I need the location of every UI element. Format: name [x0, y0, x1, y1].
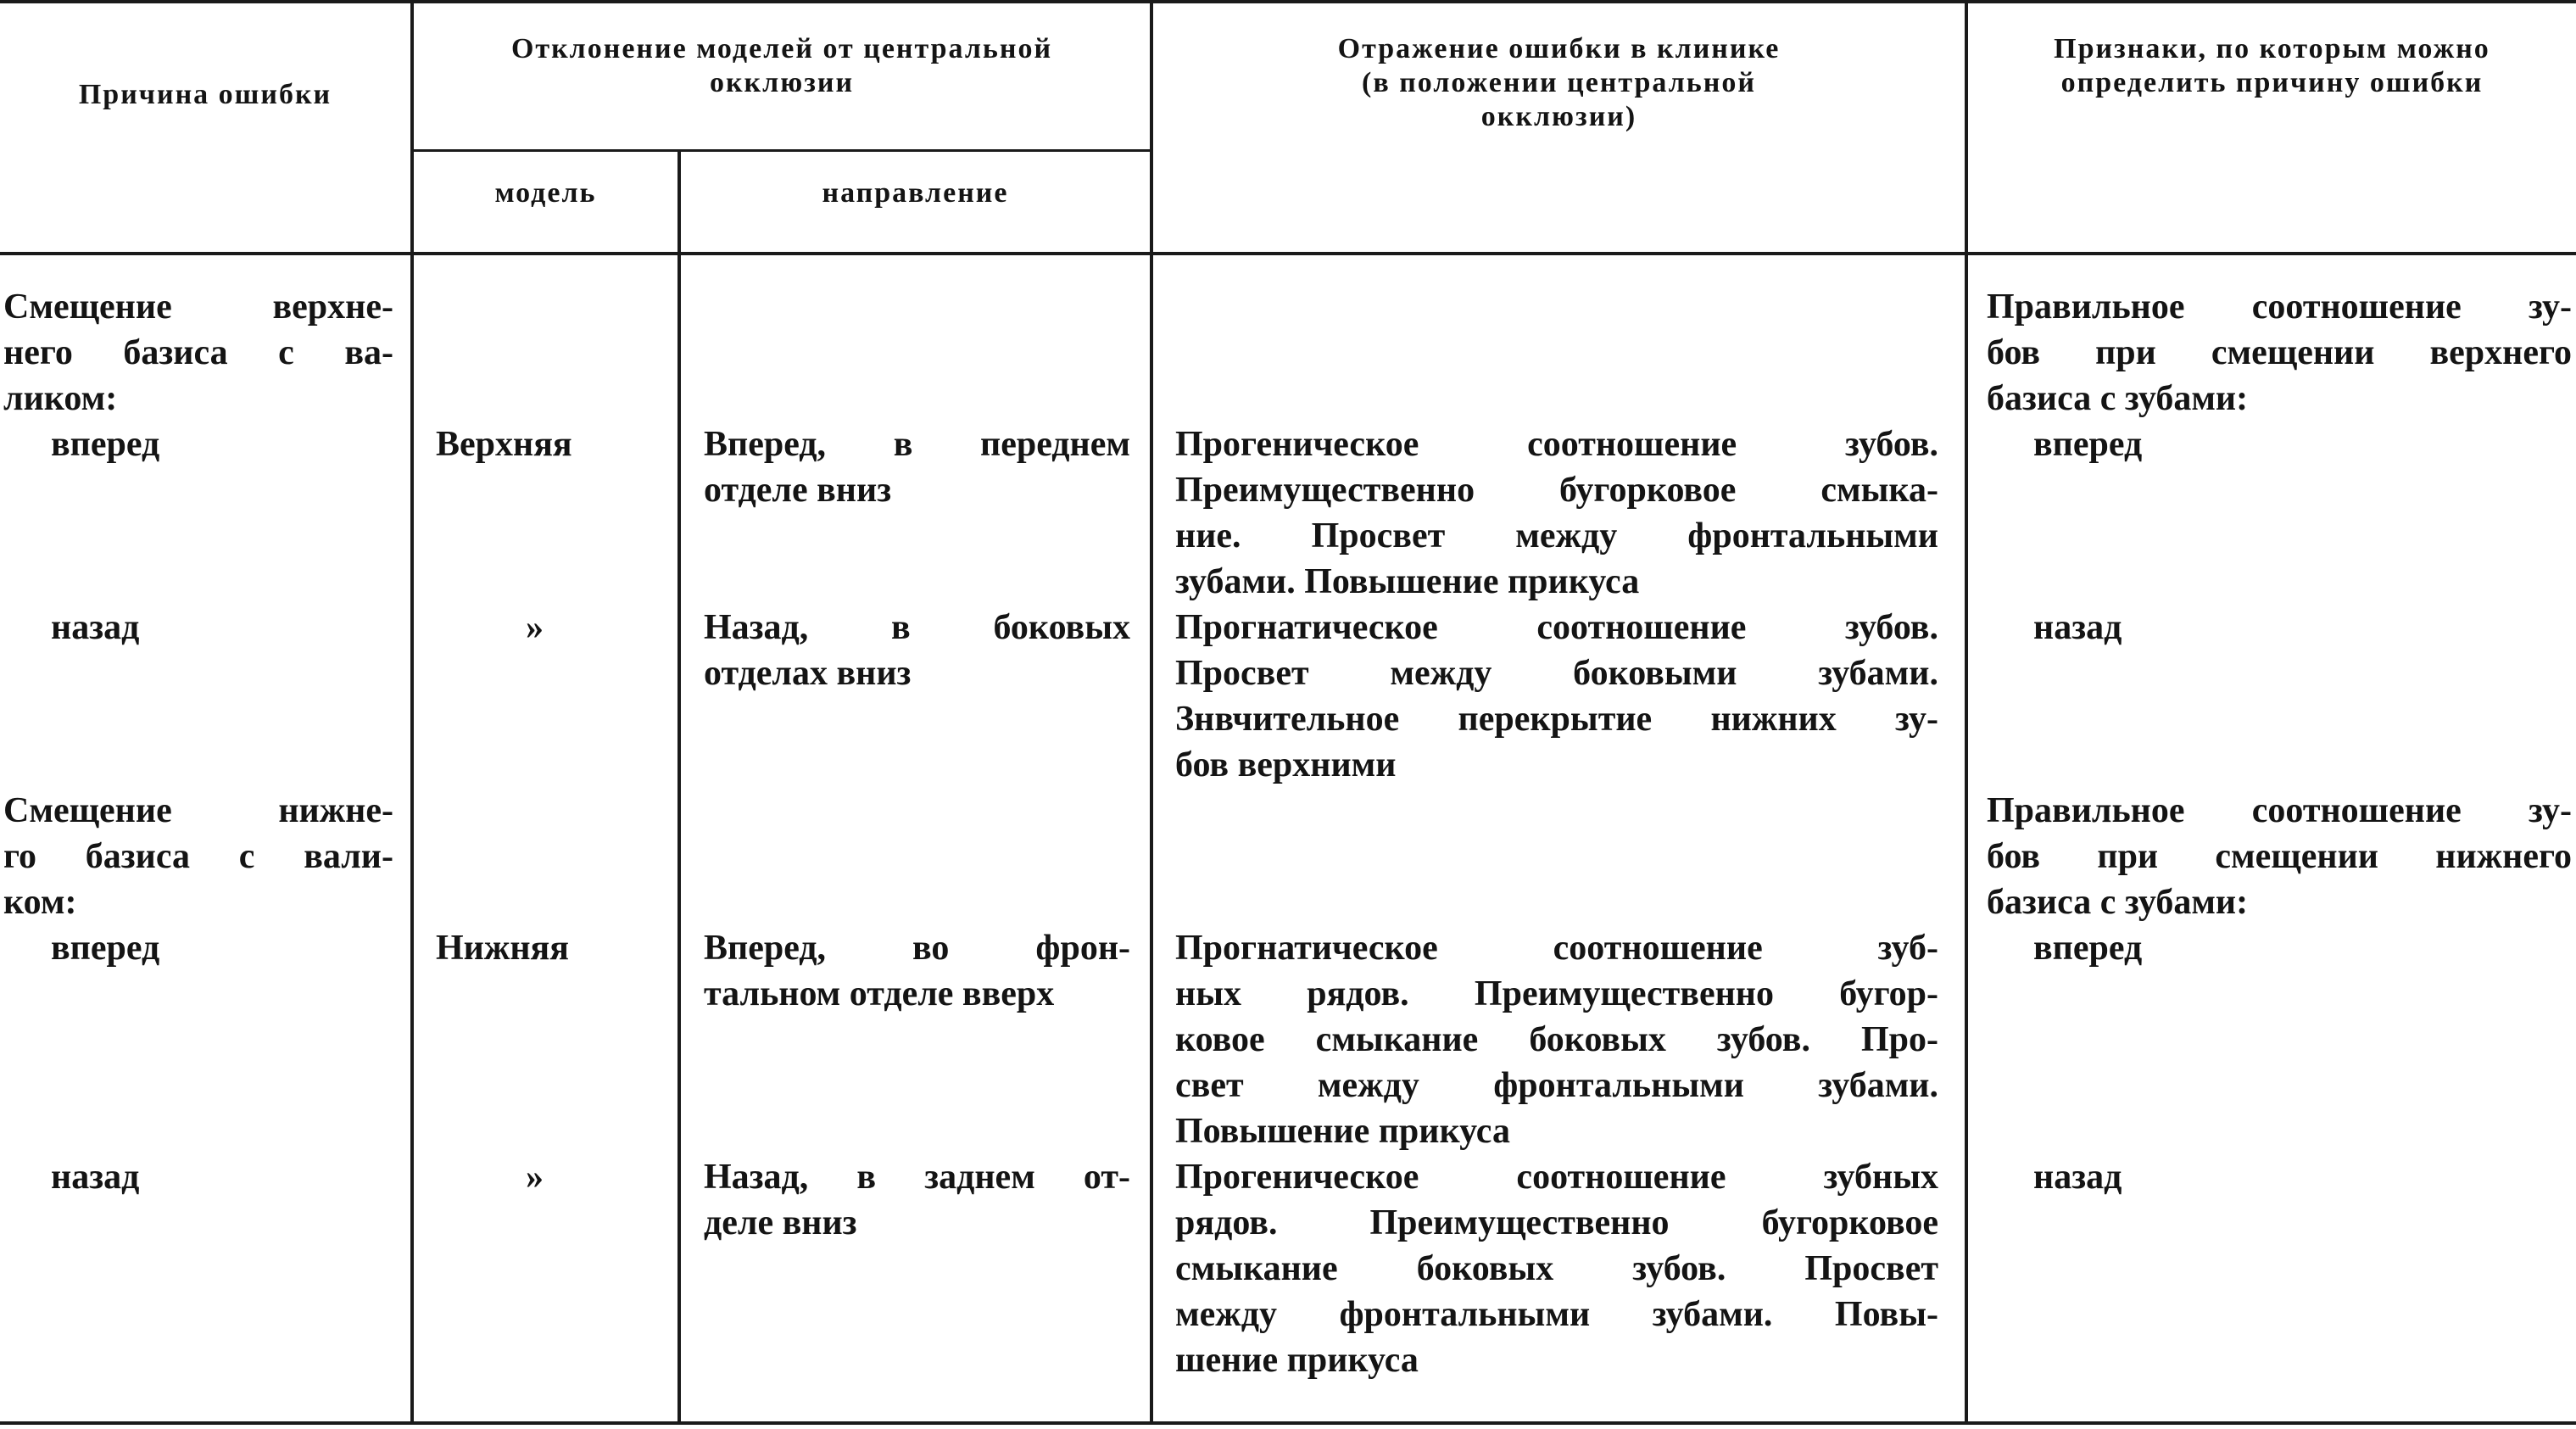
- column-divider-4: [1965, 0, 1968, 1423]
- upper-back-clinic: Прогнатическое соотношение зубов. Просвет между боковыми зубами. Знвчительное перекрытие нижних зу-: [1175, 608, 1938, 739]
- header-cause: Причина ошибки: [78, 79, 332, 110]
- header-bottom-border: [0, 252, 2576, 255]
- lower-forward-cause: вперед: [51, 929, 160, 968]
- table-top-border: [0, 0, 2576, 3]
- lower-forward-clinic: Прогнатическое соотношение зуб- ных рядов. Преимущественно бугор- ковое смыкание боковых зубов. Про- свет между фронтальными зубами.: [1175, 929, 1938, 1105]
- lower-group-signs: Правильное соотношение зу- бов при смещении нижнего: [1987, 791, 2572, 876]
- upper-back-model: »: [526, 608, 544, 647]
- lower-group-cause-last: ком:: [3, 883, 77, 922]
- upper-forward-clinic-last: зубами. Повышение прикуса: [1175, 562, 1640, 601]
- lower-forward-clinic-last: Повышение прикуса: [1175, 1112, 1510, 1151]
- header-signs: Признаки, по которым можно определить причину ошибки: [2054, 33, 2490, 98]
- lower-back-direction-last: деле вниз: [704, 1203, 857, 1242]
- column-divider-3: [1150, 0, 1153, 1423]
- upper-back-cause: назад: [51, 608, 140, 647]
- lower-forward-direction: Вперед, во фрон-: [704, 929, 1130, 968]
- header-deviation: Отклонение моделей от центральной окклюзии: [510, 33, 1053, 98]
- header-direction: направление: [822, 177, 1009, 209]
- header-model: модель: [494, 177, 597, 209]
- lower-back-clinic: Прогеническое соотношение зубных рядов. Преимущественно бугорковое смыкание боковых зубов. Просвет между фронтальными зубами. Повы-: [1175, 1158, 1938, 1334]
- upper-back-direction: Назад, в боковых: [704, 608, 1130, 647]
- upper-forward-cause: вперед: [51, 425, 160, 464]
- upper-group-cause-last: ликом:: [3, 379, 118, 418]
- header-clinic: Отражение ошибки в клинике (в положении центральной окклюзии): [1337, 33, 1781, 132]
- upper-group-signs-last: базиса с зубами:: [1987, 379, 2249, 418]
- lower-forward-direction-last: тальном отделе вверх: [704, 974, 1055, 1013]
- lower-forward-signs: вперед: [2033, 929, 2143, 968]
- upper-forward-direction-last: отделе вниз: [704, 471, 892, 510]
- upper-group-signs: Правильное соотношение зу- бов при смещении верхнего: [1987, 287, 2572, 372]
- lower-back-cause: назад: [51, 1158, 140, 1197]
- upper-forward-direction: Вперед, в переднем: [704, 425, 1130, 464]
- lower-back-model: »: [526, 1158, 544, 1197]
- upper-forward-clinic: Прогеническое соотношение зубов. Преимущественно бугорковое смыка- ние. Просвет между фронтальными: [1175, 425, 1938, 555]
- lower-back-clinic-last: шение прикуса: [1175, 1341, 1419, 1380]
- upper-group-cause: Смещение верхне- него базиса с ва-: [3, 287, 393, 372]
- table-bottom-border: [0, 1421, 2576, 1425]
- upper-back-clinic-last: бов верхними: [1175, 745, 1397, 784]
- lower-back-direction: Назад, в заднем от-: [704, 1158, 1130, 1197]
- lower-group-cause: Смещение нижне- го базиса с вали-: [3, 791, 393, 876]
- lower-forward-model: Нижняя: [436, 929, 569, 968]
- lower-back-signs: назад: [2033, 1158, 2122, 1197]
- lower-group-signs-last: базиса с зубами:: [1987, 883, 2249, 922]
- upper-forward-model: Верхняя: [436, 425, 572, 464]
- upper-back-direction-last: отделах вниз: [704, 654, 912, 693]
- subheader-divider: [412, 149, 1151, 152]
- upper-back-signs: назад: [2033, 608, 2122, 647]
- upper-forward-signs: вперед: [2033, 425, 2143, 464]
- column-divider-1: [410, 0, 414, 1423]
- column-divider-2: [677, 151, 681, 1423]
